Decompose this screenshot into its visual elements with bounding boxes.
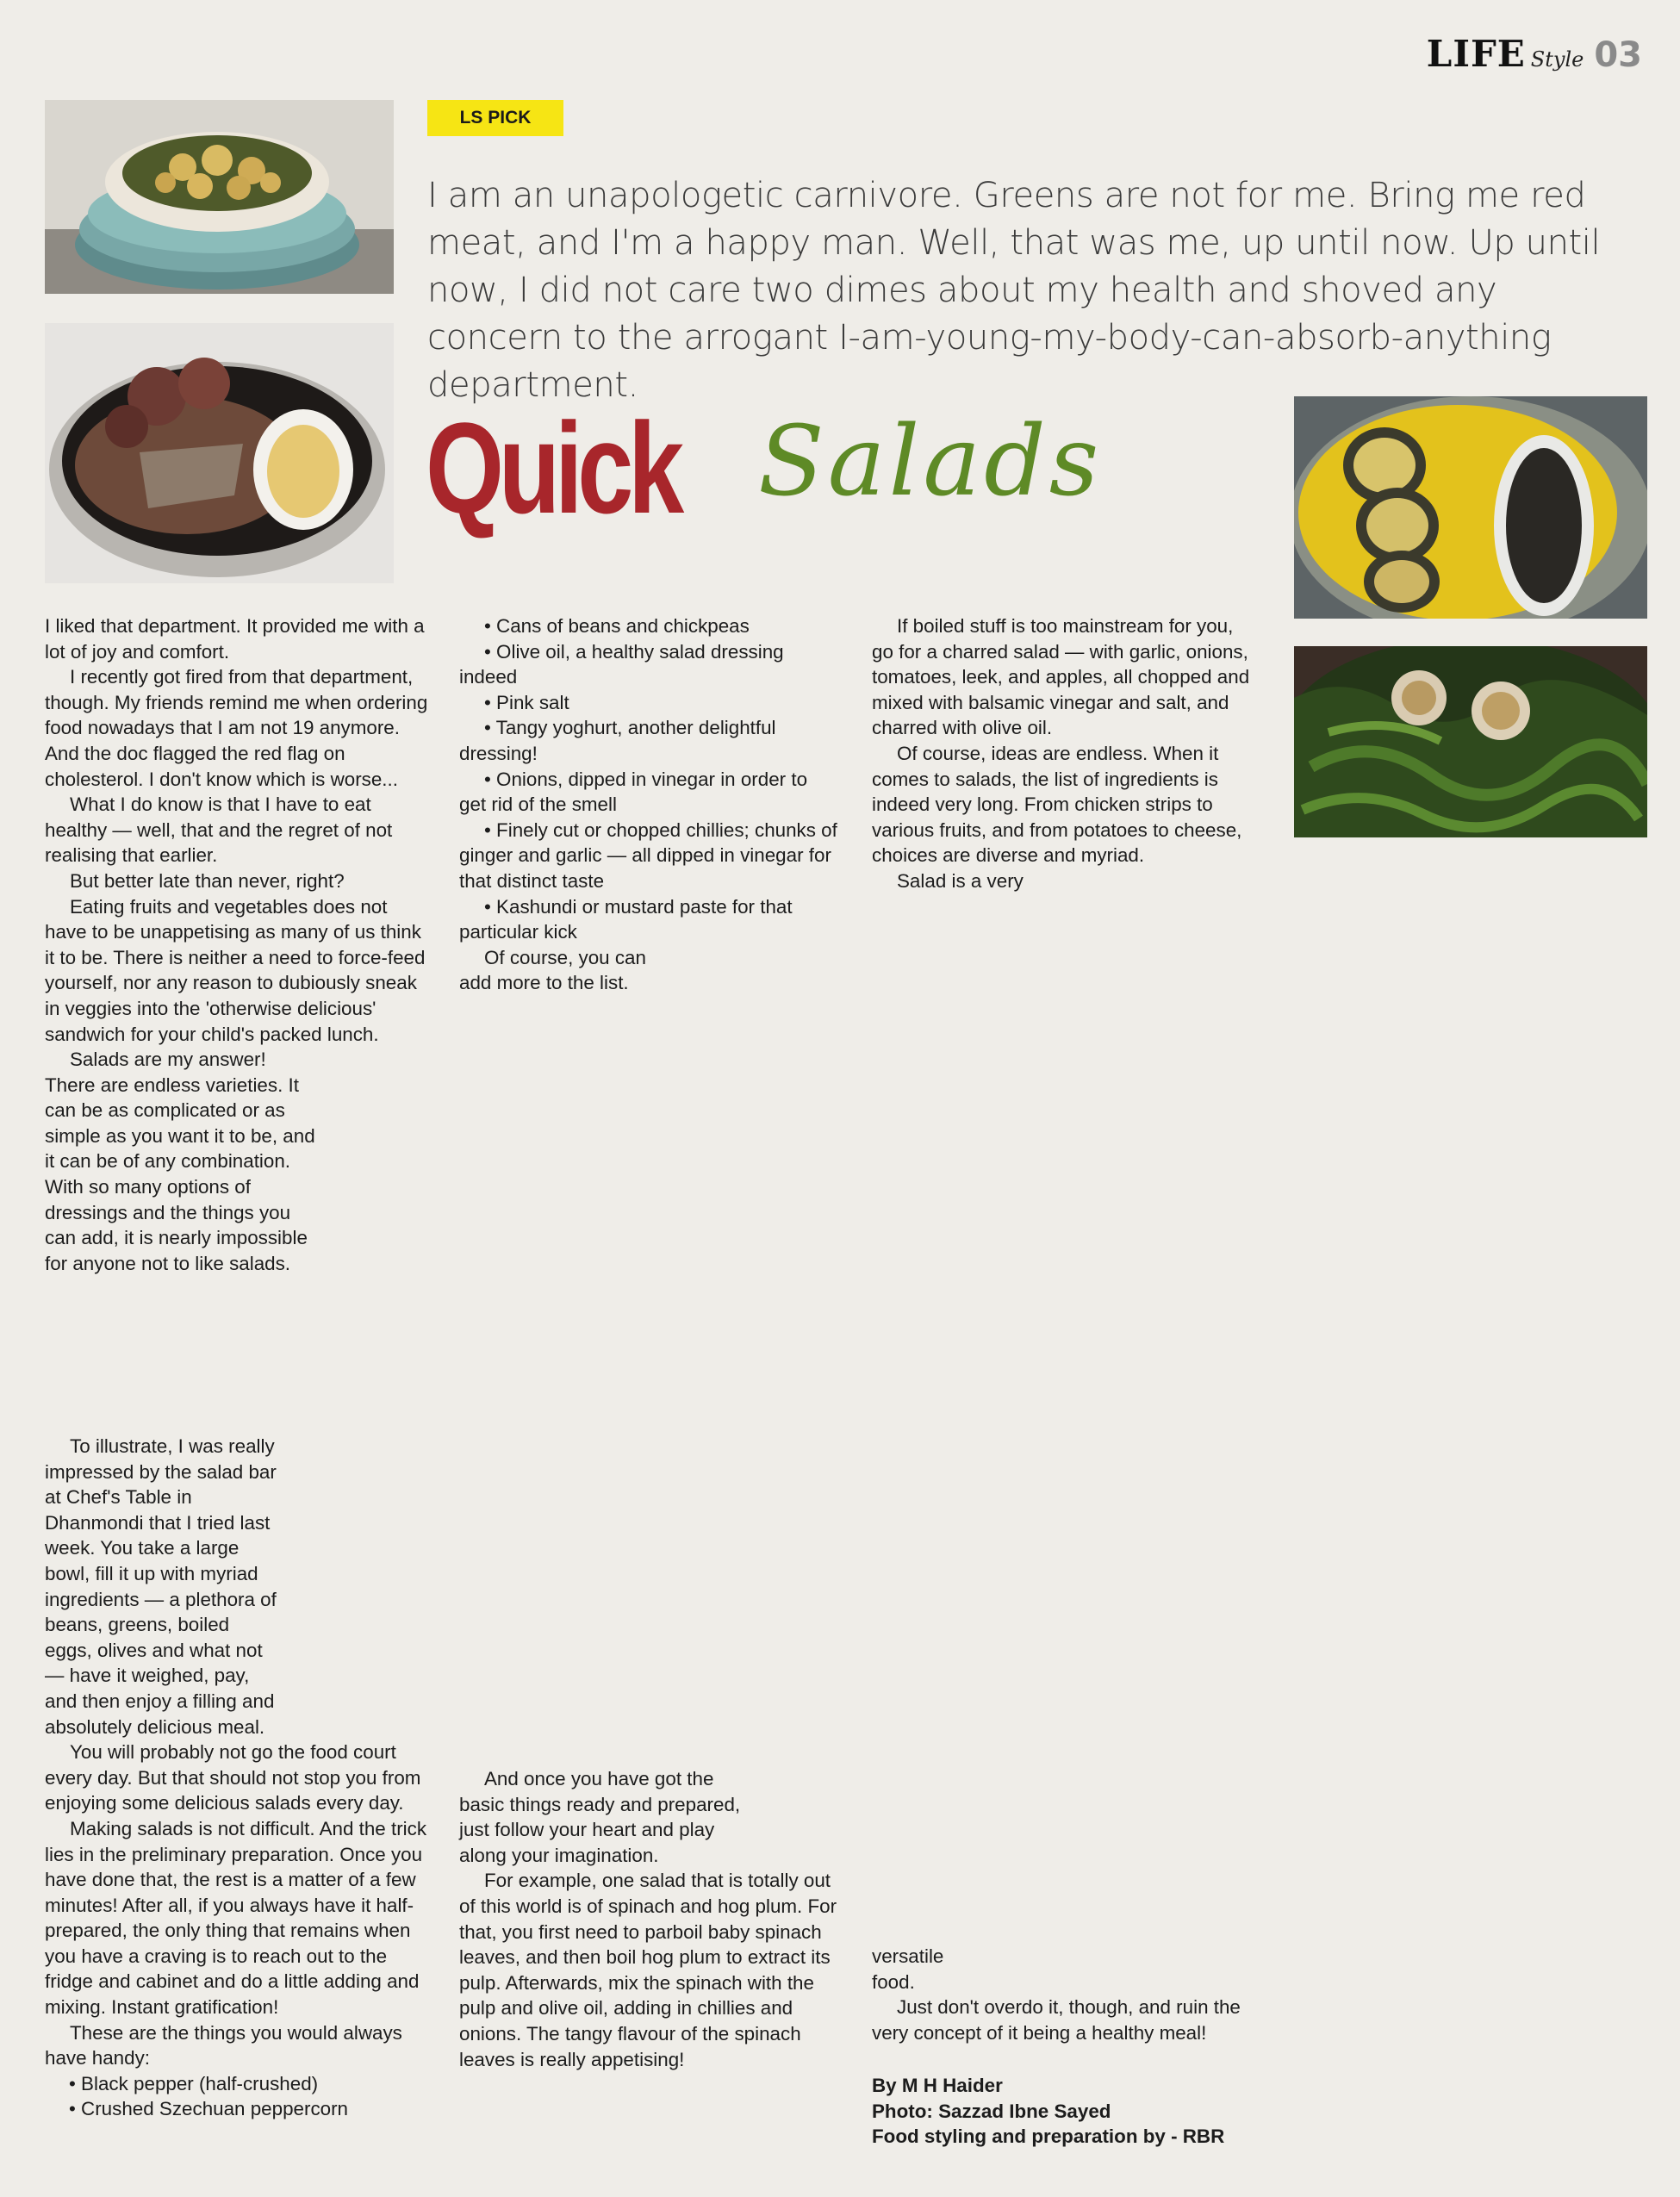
paragraph: You will probably not go the food court every day. But that should not stop you from enjoying some delicious salads every day. [45,1741,421,1814]
paragraph: Eating fruits and vegetables does not have to be unappetising as many of us think it to be. There is neither a need to force-feed yourself, nor any reason to dubiously sneak in veggies into the 'otherwise delicious' sandwich for your child's packed lunch. [45,895,426,1045]
paragraph: What I do know is that I have to eat healthy — well, that and the regret of not realising that earlier. [45,794,393,867]
section-tag: LS PICK [427,100,563,136]
photo-spinach-garlic [1294,646,1647,837]
paragraph: If boiled stuff is too mainstream for you, go for a charred salad — with garlic, onions, tomatoes, leek, and apples, all chopped and mixed with balsamic vinegar and salt, and charred with olive oil. [872,615,1250,739]
body-column-2 [459,613,838,996]
paragraph: Salads are my answer! There are endless varieties. It can be as complicated or as simple as you want it to be, and it can be of any combination. With so many options of dressings and the things you can add, it is nearly impossible for anyone not to like salads. [45,1049,315,1274]
paragraph: Just don't overdo it, though, and ruin the very concept of it being a healthy meal! [872,1996,1241,2044]
list-item: • Crushed Szechuan peppercorn [69,2098,348,2120]
brand-logo-style: Style [1530,47,1584,72]
list-item: • Kashundi or mustard paste for that particular kick [459,895,793,943]
photo-roasted-plate [45,323,394,583]
list-item: • Onions, dipped in vinegar in order to get rid of the smell [459,768,808,816]
list-item: • Tangy yoghurt, another delightful dressing! [459,717,776,764]
paragraph: Of course, you can add more to the list. [459,946,646,994]
paragraph: To illustrate, I was really impressed by the salad bar at Chef's Table in Dhanmondi that I tried last week. You take a large bowl, fill it up with myriad ingredients — a plethora of beans, greens, boiled eggs, olives and what not — have it weighed, pay, and then enjoy a filling and absolutely delicious meal. [45,1435,277,1738]
credits [872,2073,1251,2150]
brand-logo-life: LIFE [1426,33,1526,75]
paragraph: Making salads is not difficult. And the trick lies in the preliminary preparation. Once you have done that, the rest is a matter of a few minutes! After all, if you always have it half-prepared, the only thing that remains when you have a craving is to reach out to the fridge and cabinet and do a little adding and mixing. Instant gratification! [45,1817,427,2019]
author-credit: By M H Haider [872,2075,1003,2096]
list-item: • Black pepper (half-crushed) [69,2072,319,2094]
intro-paragraph: I am an unapologetic carnivore. Greens are not for me. Bring me red meat, and I'm a happy man. Well, that was me, up until now. Up until now, I did not care two dimes about my health and shoved any concern to the arrogant I-am-young-my-body-can-absorb-anything department. [427,176,1601,405]
headline-salads: Salads [758,406,1103,518]
page-number: 03 [1594,35,1642,75]
paragraph: I recently got fired from that department, though. My friends remind me when ordering food nowadays that I am not 19 anymore. And the doc flagged the red flag on cholesterol. I don't know which is worse... [45,666,428,790]
photo-charred-eggplant [1294,396,1647,619]
paragraph: I liked that department. It provided me with a lot of joy and comfort. [45,615,425,663]
body-column-1 [45,613,429,1276]
paragraph: And once you have got the basic things ready and prepared, just follow your heart and play along your imagination. [459,1768,741,1866]
headline-quick: Quick [426,395,679,540]
masthead [1427,33,1642,75]
paragraph: Of course, ideas are endless. When it comes to salads, the list of ingredients is indeed very long. From chicken strips to various fruits, and from potatoes to cheese, choices are diverse and myriad. [872,742,1242,867]
photo-credit: Photo: Sazzad Ibne Sayed [872,2100,1111,2122]
body-column-2-bottom [459,1766,838,2072]
paragraph: But better late than never, right? [70,869,345,892]
body-column-3 [872,613,1251,894]
paragraph: Salad is a very [897,869,1024,892]
list-item: • Finely cut or chopped chillies; chunks of ginger and garlic — all dipped in vinegar for that distinct taste [459,818,837,892]
paragraph: For example, one salad that is totally out of this world is of spinach and hog plum. For that, you first need to parboil baby spinach leaves, and then boil hog plum to extract its pulp. Afterwards, mix the spinach with the pulp and olive oil, adding in chillies and onions. The tangy flavour of the spinach leaves is really appetising! [459,1870,837,2070]
body-column-1-continued [45,1434,429,2122]
list-item: • Cans of beans and chickpeas [484,615,750,637]
list-item: • Pink salt [484,691,569,713]
photo-potato-salad [45,100,394,294]
paragraph: These are the things you would always have handy: [45,2021,402,2069]
paragraph: versatile food. [872,1945,944,1993]
list-item: • Olive oil, a healthy salad dressing indeed [459,640,784,688]
styling-credit: Food styling and preparation by - RBR [872,2125,1225,2148]
body-column-3-bottom [872,1944,1251,2045]
